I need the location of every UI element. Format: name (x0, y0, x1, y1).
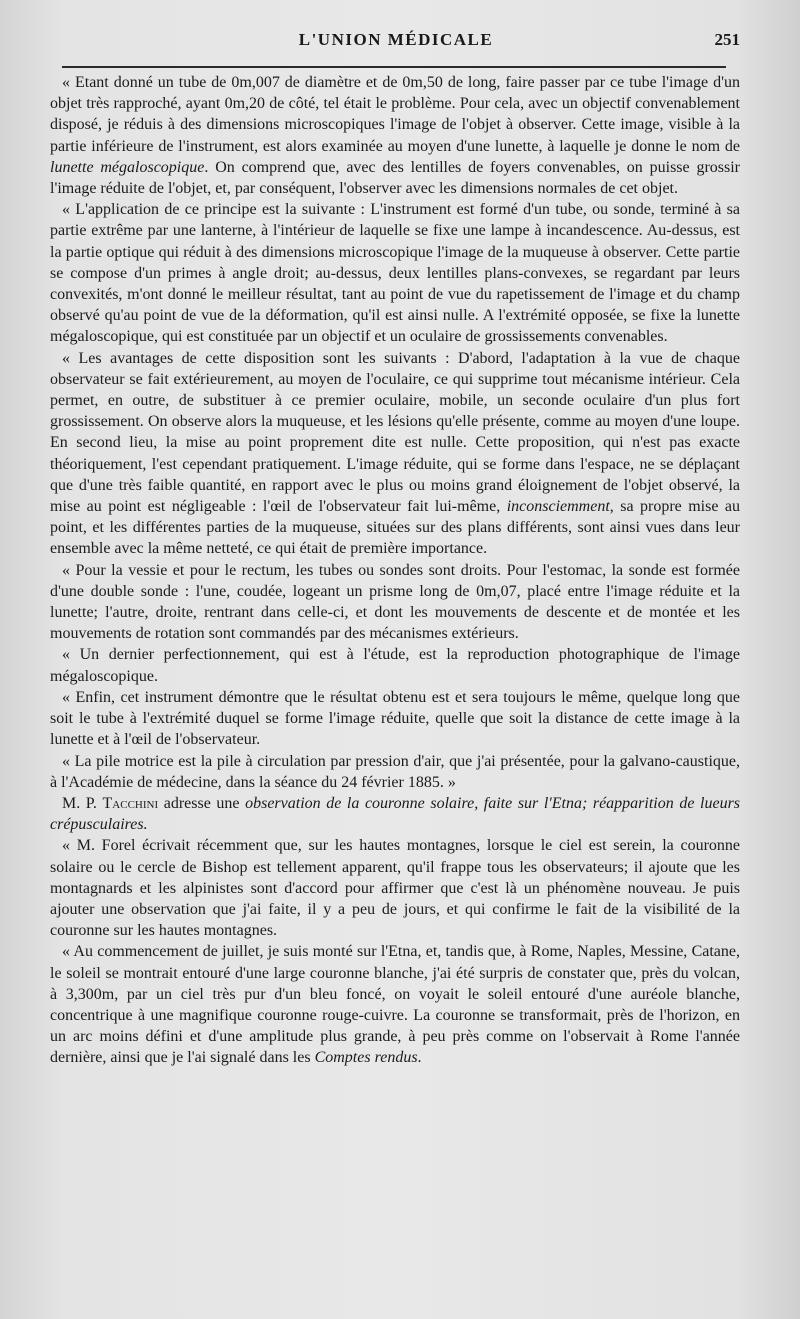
paragraph: « Pour la vessie et pour le rectum, les tubes ou sondes sont droits. Pour l'estomac, la sonde est formée d'une double sonde : l'une, coudée, logeant un prisme long de 0m,07, placé entre l'image réduite et la lunette; l'autre, droite, rentrant dans celle-ci, et dont les mouvements de descente et de montée et les mouvements de rotation sont commandés par des mécanismes extérieurs. (50, 561, 740, 643)
paragraph-text: « Les avantages de cette disposition sont les suivants : D'abord, l'adaptation à la vue de chaque observateur se fait extérieurement, au moyen de l'oculaire, ce qui supprime tout mécanisme intérieur. Cela permet, en outre, de substituer à ce premier oculaire, mobile, un seconde oculaire d'un plus fort grossissement. On observe alors la muqueuse, et les lésions qu'elle présente, comme au moyen d'une loupe. En second lieu, la mise au point proprement dite est nulle. Cette proposition, qui n'est pas exacte théoriquement, l'est cependant pratiquement. L'image réduite, qui se forme dans l'espace, ne se déplaçant que d'une très faible quantité, en rapport avec le plus ou moins grand éloignement de l'objet observé, la mise au point est négligeable : l'œil de l'observateur fait lui-même, (50, 349, 740, 516)
paragraph-text: . (417, 1049, 422, 1067)
italic-term: inconsciemment (506, 498, 610, 516)
communication-title: observation de la couronne solaire, faite sur l'Etna; réapparition de lueurs crépusculaires. (50, 794, 741, 834)
author-prefix: M. P. (62, 794, 103, 812)
paragraph: « M. Forel écrivait récemment que, sur les hautes montagnes, lorsque le ciel est serein, la couronne solaire ou le cercle de Bishop est tellement apparent, qu'il frappe tous les observateurs; il ajoute que les montagnards et les alpinistes sont d'accord pour affirmer que c'est là un phénomène nouveau. Je puis ajouter une observation que j'ai faite, il y a peu de jours, et qui confirme le fait de la visibilité de la couronne sur les hautes montagnes. (50, 837, 740, 940)
paragraph-text: adresse une (158, 794, 246, 812)
paragraph (50, 941, 740, 1068)
article-body (50, 72, 740, 1069)
paragraph (50, 348, 740, 560)
page-number: 251 (714, 30, 740, 49)
paragraph: « Un dernier perfectionnement, qui est à l'étude, est la reproduction photographique de l'image mégaloscopique. (50, 646, 740, 685)
paragraph (50, 72, 740, 199)
communication-heading (50, 793, 740, 835)
italic-term: lunette mégaloscopique (50, 158, 205, 176)
paragraph: « Enfin, cet instrument démontre que le résultat obtenu est et sera toujours le même, quelque long que soit le tube à l'extrémité duquel se forme l'image réduite, quelle que soit la distance de cette image à la lunette et à l'œil de l'observateur. (50, 688, 740, 749)
paragraph-text: « Au commencement de juillet, je suis monté sur l'Etna, et, tandis que, à Rome, Naples, Messine, Catane, le soleil se montrait entouré d'une large couronne blanche, j'ai été surpris de constater que, près du volcan, à 3,300m, par un ciel très pur d'un bleu foncé, on voyait le soleil entouré d'une auréole blanche, concentrique à une magnifique couronne rouge-cuivre. La couronne se transformait, près de l'horizon, en un arc moins défini et d'une amplitude plus grande, à peu près comme on l'observait à Rome l'année dernière, ainsi que je l'ai signalé dans les (50, 943, 740, 1067)
author-name: Tacchini (102, 794, 159, 812)
page-header (52, 30, 740, 56)
italic-term: Comptes rendus (314, 1049, 418, 1067)
paragraph-text: « Etant donné un tube de 0m,007 de diamètre et de 0m,50 de long, faire passer par ce tube l'image d'un objet très rapproché, ayant 0m,20 de côté, tel était le problème. Pour cela, avec un objectif convenablement disposé, je réduis à des dimensions microscopiques l'image de l'objet à observer. Cette image, visible à la partie inférieure de l'instrument, est alors examinée au moyen d'une lunette, à laquelle je donne le nom de (50, 74, 740, 155)
paragraph-text: , sa propre mise au point, et les différentes parties de la muqueuse, situées sur des plans différents, sont ainsi vues dans leur ensemble avec la même netteté, ce qui était de première importance. (50, 498, 741, 558)
paragraph: « La pile motrice est la pile à circulation par pression d'air, que j'ai présentée, pour la galvano-caustique, à l'Académie de médecine, dans la séance du 24 février 1885. » (50, 752, 740, 791)
header-rule (62, 66, 726, 68)
paragraph: « L'application de ce principe est la suivante : L'instrument est formé d'un tube, ou sonde, terminé à sa partie extrême par une lanterne, à l'intérieur de laquelle se fixe une lampe à incandescence. Au-dessus, est la partie optique qui réduit à des dimensions microscopique l'image de la muqueuse à observer. Cette partie se compose d'un primes à angle droit; au-dessus, deux lentilles plans-convexes, se regardant par leurs convexités, m'ont donné le meilleur résultat, tant au point de vue du rapetissement de l'image et du champ observé qu'au point de vue de la déformation, qu'il est ainsi nulle. A l'extrémité opposée, se fixe la lunette mégaloscopique, qui est constituée par un objectif et un oculaire de grossissements convenables. (50, 201, 740, 346)
paragraph-text: . On comprend que, avec des lentilles de foyers convenables, on puisse grossir l'image réduite de l'objet, et, par conséquent, l'observer avec les dimensions normales de cet objet. (50, 158, 741, 198)
running-title: L'UNION MÉDICALE (298, 30, 494, 49)
